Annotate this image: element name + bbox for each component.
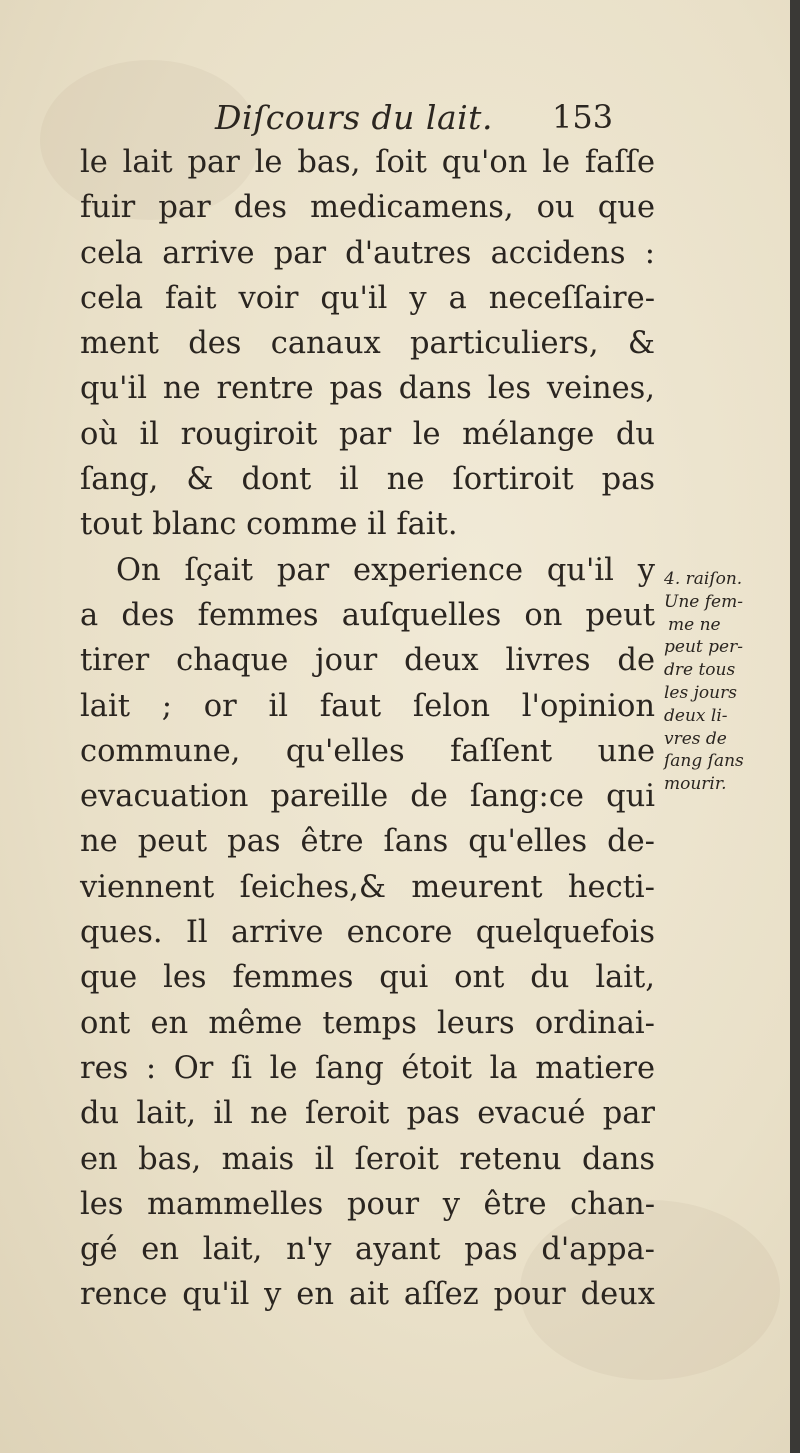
text-line: a des femmes auſquelles on peut [80, 597, 655, 633]
text-line: ne peut pas être ſans qu'elles de- [80, 824, 655, 860]
body-text [80, 140, 655, 1318]
text-line: evacuation pareille de ſang:ce qui [80, 779, 655, 815]
text-line: cela arrive par d'autres accidens : [80, 235, 655, 271]
text-line: ques. Il arrive encore quelquefois [80, 915, 655, 951]
margin-note-line: peut per- [664, 637, 743, 658]
margin-note-line: deux li- [664, 705, 728, 726]
text-line: ſang, & dont il ne ſortiroit pas [80, 462, 655, 498]
text-line: le lait par le bas, ſoit qu'on le faſſe [80, 145, 655, 180]
scan-edge [790, 0, 800, 1453]
text-line: les mammelles pour y être chan- [80, 1186, 655, 1222]
text-line: rence qu'il y en ait aſſez pour deux [80, 1277, 655, 1313]
margin-note-line: Une fem- [664, 591, 743, 612]
text-line: que les femmes qui ont du lait, [80, 960, 655, 996]
text-line: commune, qu'elles faſſent une [80, 733, 655, 769]
margin-note-line: vres de [664, 728, 727, 749]
text-line: qu'il ne rentre pas dans les veines, [80, 371, 655, 407]
margin-note-line: les jours [664, 682, 737, 703]
running-title: Diſcours du lait. [215, 98, 493, 137]
text-line: res : Or ſi le ſang étoit la matiere [80, 1050, 655, 1086]
margin-note [664, 568, 784, 796]
text-line: ment des canaux particuliers, & [80, 326, 655, 362]
text-line: où il rougiroit par le mélange du [80, 416, 655, 452]
text-line: tout blanc comme il fait. [80, 507, 458, 543]
text-line: ont en même temps leurs ordinai- [80, 1005, 655, 1041]
text-line: du lait, il ne ſeroit pas evacué par [80, 1096, 655, 1132]
text-line: tirer chaque jour deux livres de [80, 643, 655, 679]
text-line: en bas, mais il ſeroit retenu dans [80, 1141, 655, 1177]
margin-note-line: ſang ſans [664, 751, 744, 772]
text-line: lait ; or il faut ſelon l'opinion [80, 688, 655, 724]
text-line: fuir par des medicamens, ou que [80, 190, 655, 226]
margin-note-line: dre tous [664, 660, 736, 681]
margin-note-line: mourir. [664, 774, 727, 795]
margin-note-line: 4. raiſon. [664, 569, 743, 589]
text-line: cela fait voir qu'il y a neceſſaire- [80, 280, 655, 316]
margin-note-line: me ne [668, 614, 721, 635]
text-line: On ſçait par experience qu'il y [116, 552, 655, 588]
text-line: gé en lait, n'y ayant pas d'appa- [80, 1232, 655, 1268]
text-line: viennent ſeiches,& meurent hecti- [80, 869, 655, 905]
page-number: 153 [552, 98, 614, 136]
